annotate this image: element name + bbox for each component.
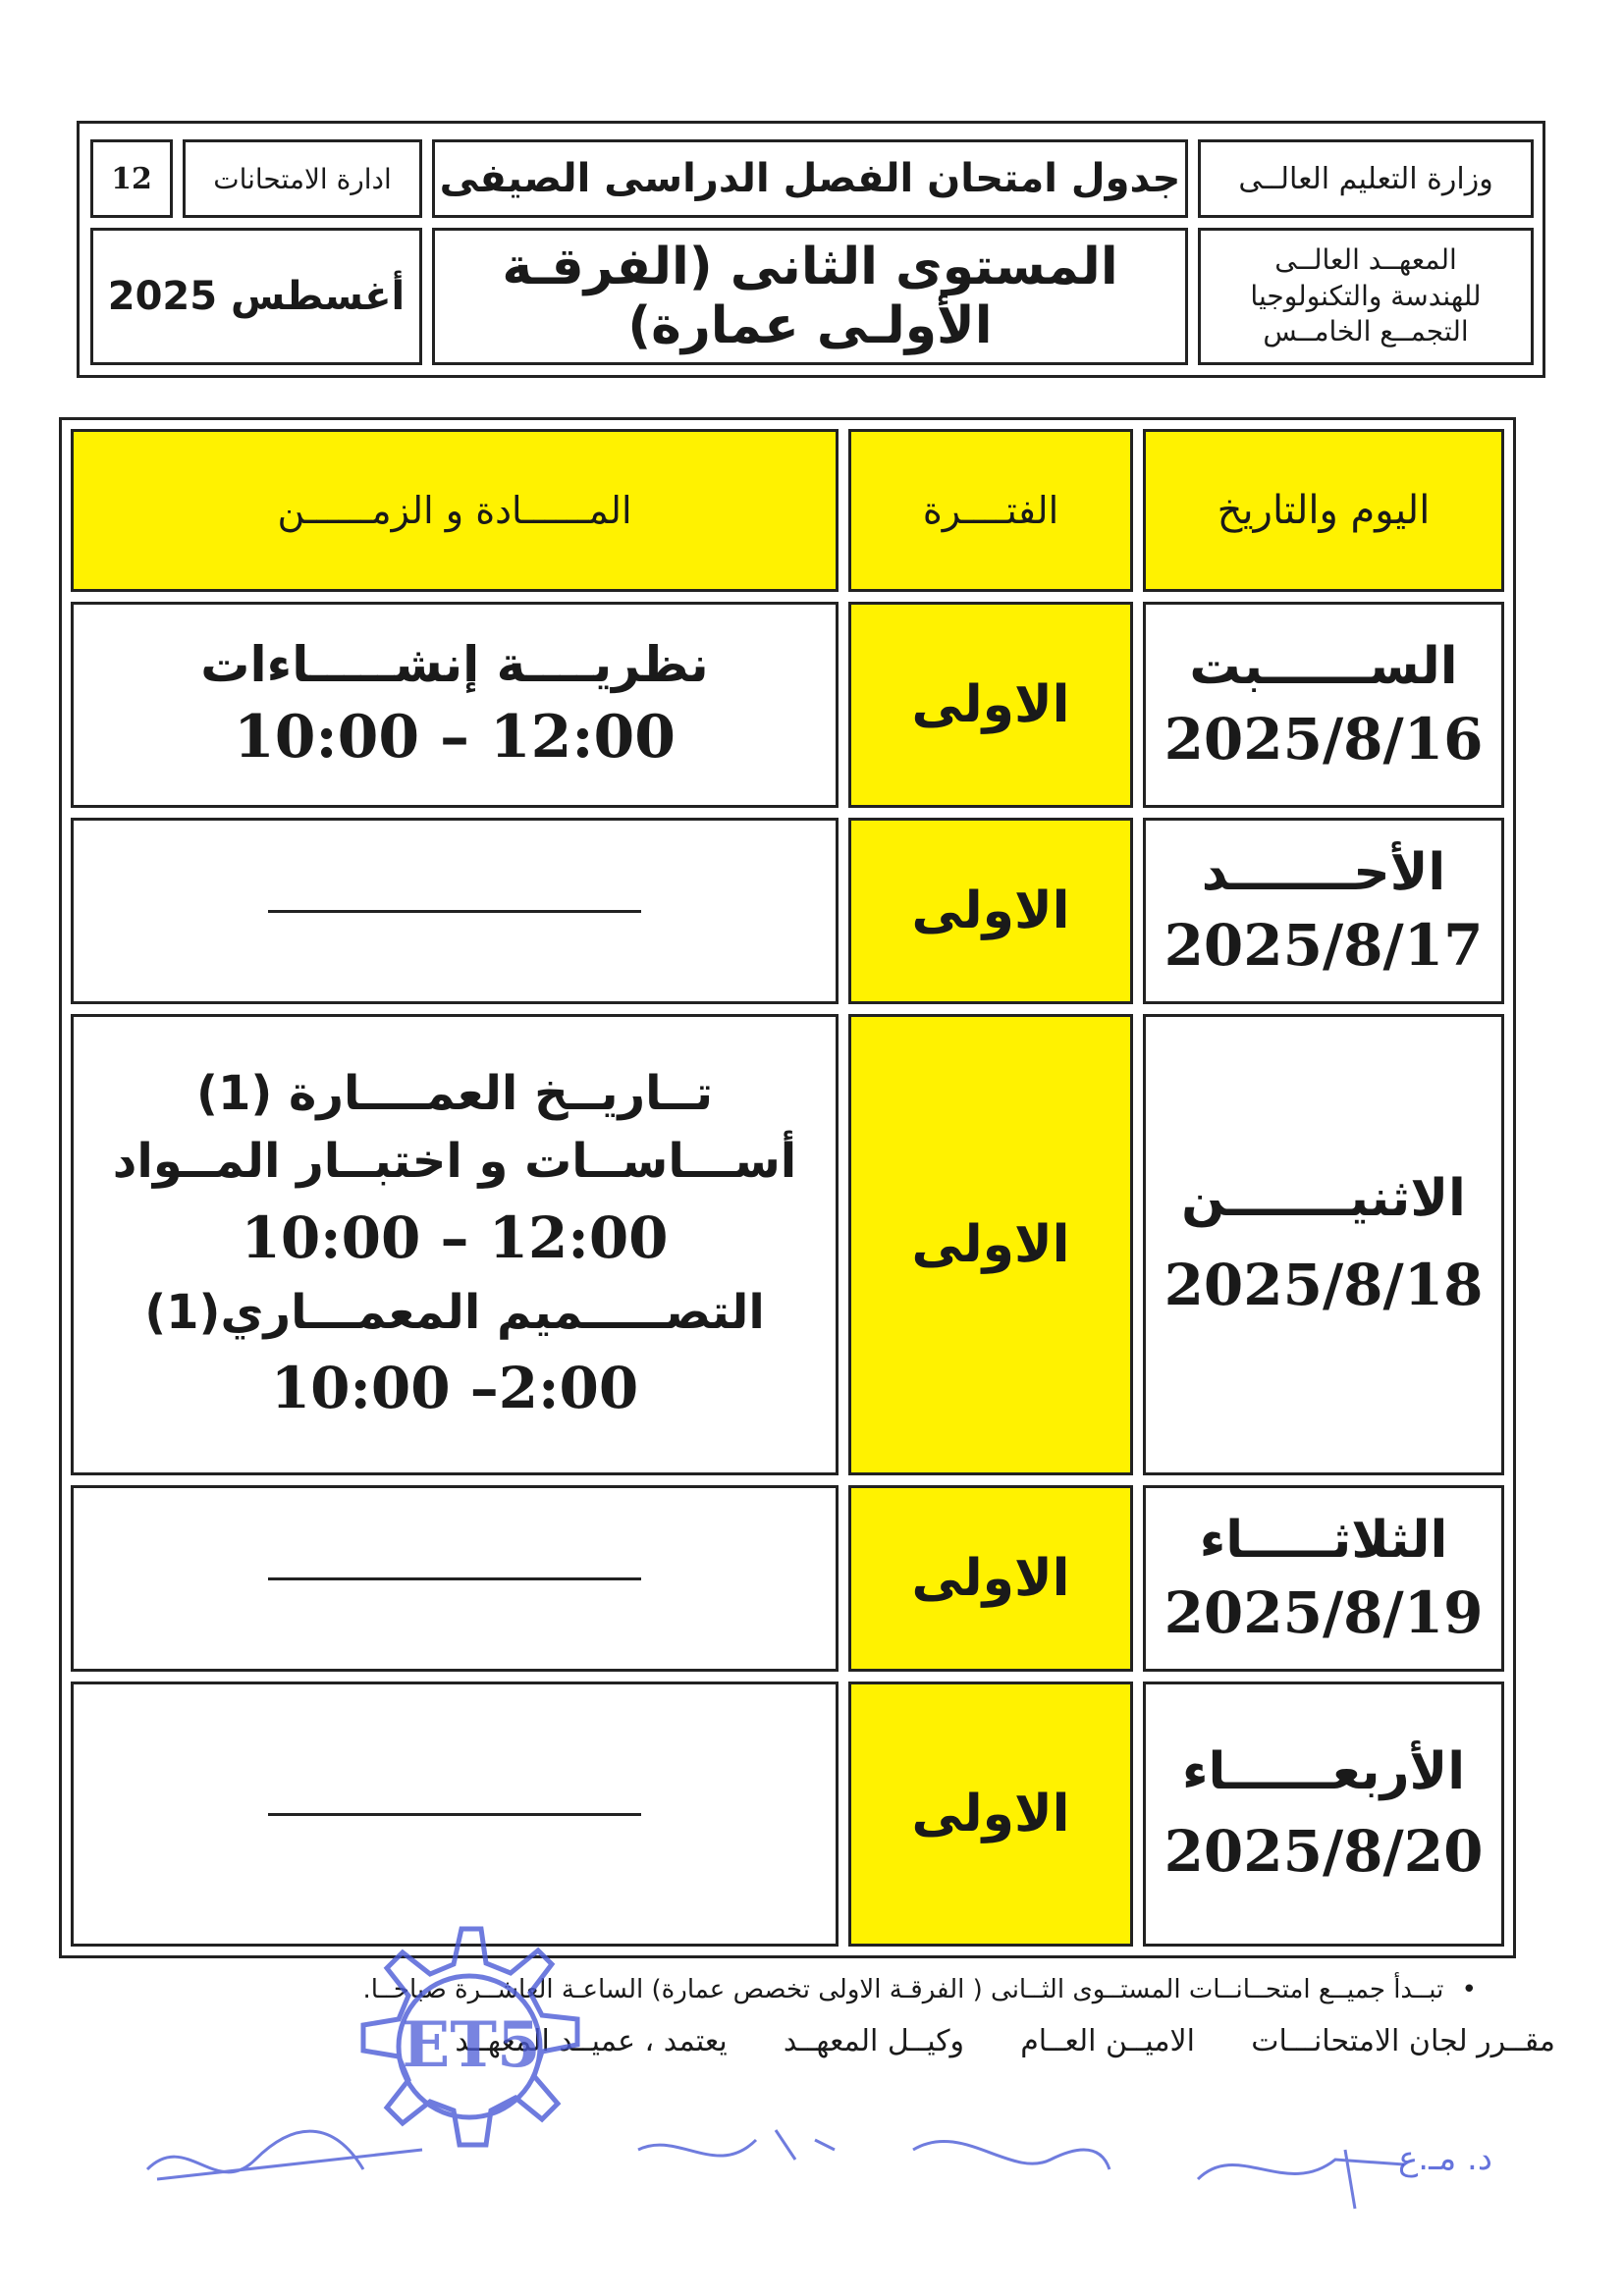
signature-committee [1198, 2150, 1404, 2209]
row-3-subject [71, 1014, 839, 1475]
row-1-period: الاولى [848, 602, 1133, 808]
signature-secretary [913, 2141, 1110, 2169]
institute-line-1: المعهــد العالــى [1274, 243, 1457, 277]
department-label: ادارة الامتحانات [183, 139, 422, 218]
row-2-date: 2025/8/17 [1164, 911, 1484, 979]
month-year: أغسطس 2025 [90, 228, 422, 365]
bullet-icon: • [1461, 1975, 1477, 2004]
ministry-label: وزارة التعليم العالــى [1198, 139, 1534, 218]
row-5-period: الاولى [848, 1682, 1133, 1947]
row-3-time-2: 2:00– 10:00 [270, 1355, 639, 1422]
row-3-subject-1: تــاريــخ العمــــارة (1) [196, 1065, 713, 1121]
row-1-subject-name: نظريــــة إنشـــــاءات [200, 635, 709, 693]
institute-block [1198, 228, 1534, 365]
institute-line-3: التجمــع الخامــس [1263, 315, 1469, 348]
institute-line-2: للهندسة والتكنولوجيا [1250, 279, 1482, 312]
row-1-time: 12:00 – 10:00 [233, 703, 677, 773]
row-5-day: الأربعــــــاء [1181, 1742, 1466, 1802]
row-1-date: 2025/8/16 [1164, 705, 1484, 773]
row-1-day-date [1143, 602, 1504, 808]
footer-note: تبــدأ جميــع امتحــانــات المستــوى الثــانى ( الفرقـة الاولى تخصص عمارة) الساعـة العاشــرة صباحــا. [362, 1975, 1444, 2004]
stamp-text: ET5 [402, 2008, 541, 2082]
row-3-subject-1b: أســـاســات و اختبــار المــواد [112, 1134, 797, 1190]
signatures [128, 2091, 1551, 2287]
row-4-empty-dash [268, 1577, 641, 1580]
page-number: 12 [90, 139, 173, 218]
signature-dean [147, 2131, 422, 2179]
signatories: مقــرر لجان الامتحانـــات الاميــن العــام وكيــل المعهــد يعتمد ، عميــد المعهــد [455, 2024, 1555, 2058]
row-5-empty-dash [268, 1813, 641, 1816]
row-1-day: الســــــبت [1189, 636, 1458, 696]
row-4-period: الاولى [848, 1485, 1133, 1672]
row-3-time-1: 12:00 – 10:00 [241, 1203, 669, 1271]
row-3-date: 2025/8/18 [1164, 1252, 1484, 1319]
row-4-day: الثلاثـــــاء [1199, 1510, 1448, 1570]
level-division: المستوى الثانى (الفرقـة الأولـى عمارة) [432, 228, 1188, 365]
row-5-subject [71, 1682, 839, 1947]
row-2-period: الاولى [848, 818, 1133, 1004]
row-3-day-date [1143, 1014, 1504, 1475]
header-subject-time: المــــــادة و الزمــــــن [71, 429, 839, 592]
row-5-day-date [1143, 1682, 1504, 1947]
row-2-day-date [1143, 818, 1504, 1004]
row-4-day-date [1143, 1485, 1504, 1672]
row-1-subject [71, 602, 839, 808]
header-period: الفتــــرة [848, 429, 1133, 592]
row-2-day: الأحـــــــد [1201, 842, 1446, 902]
row-3-subject-2: التصـــــميم المعمـــاري(1) [144, 1284, 765, 1340]
row-4-date: 2025/8/19 [1164, 1578, 1484, 1646]
row-4-subject [71, 1485, 839, 1672]
row-2-subject [71, 818, 839, 1004]
row-3-period: الاولى [848, 1014, 1133, 1475]
schedule-title: جدول امتحان الفصل الدراسى الصيفى [432, 139, 1188, 218]
row-3-day: الاثنيـــــــن [1181, 1169, 1466, 1228]
row-2-empty-dash [268, 910, 641, 913]
header-day-date: اليوم والتاريخ [1143, 429, 1504, 592]
signature-initials: د. مـ.ع [1397, 2139, 1492, 2178]
signature-vice [638, 2130, 835, 2160]
row-5-date: 2025/8/20 [1164, 1817, 1484, 1885]
